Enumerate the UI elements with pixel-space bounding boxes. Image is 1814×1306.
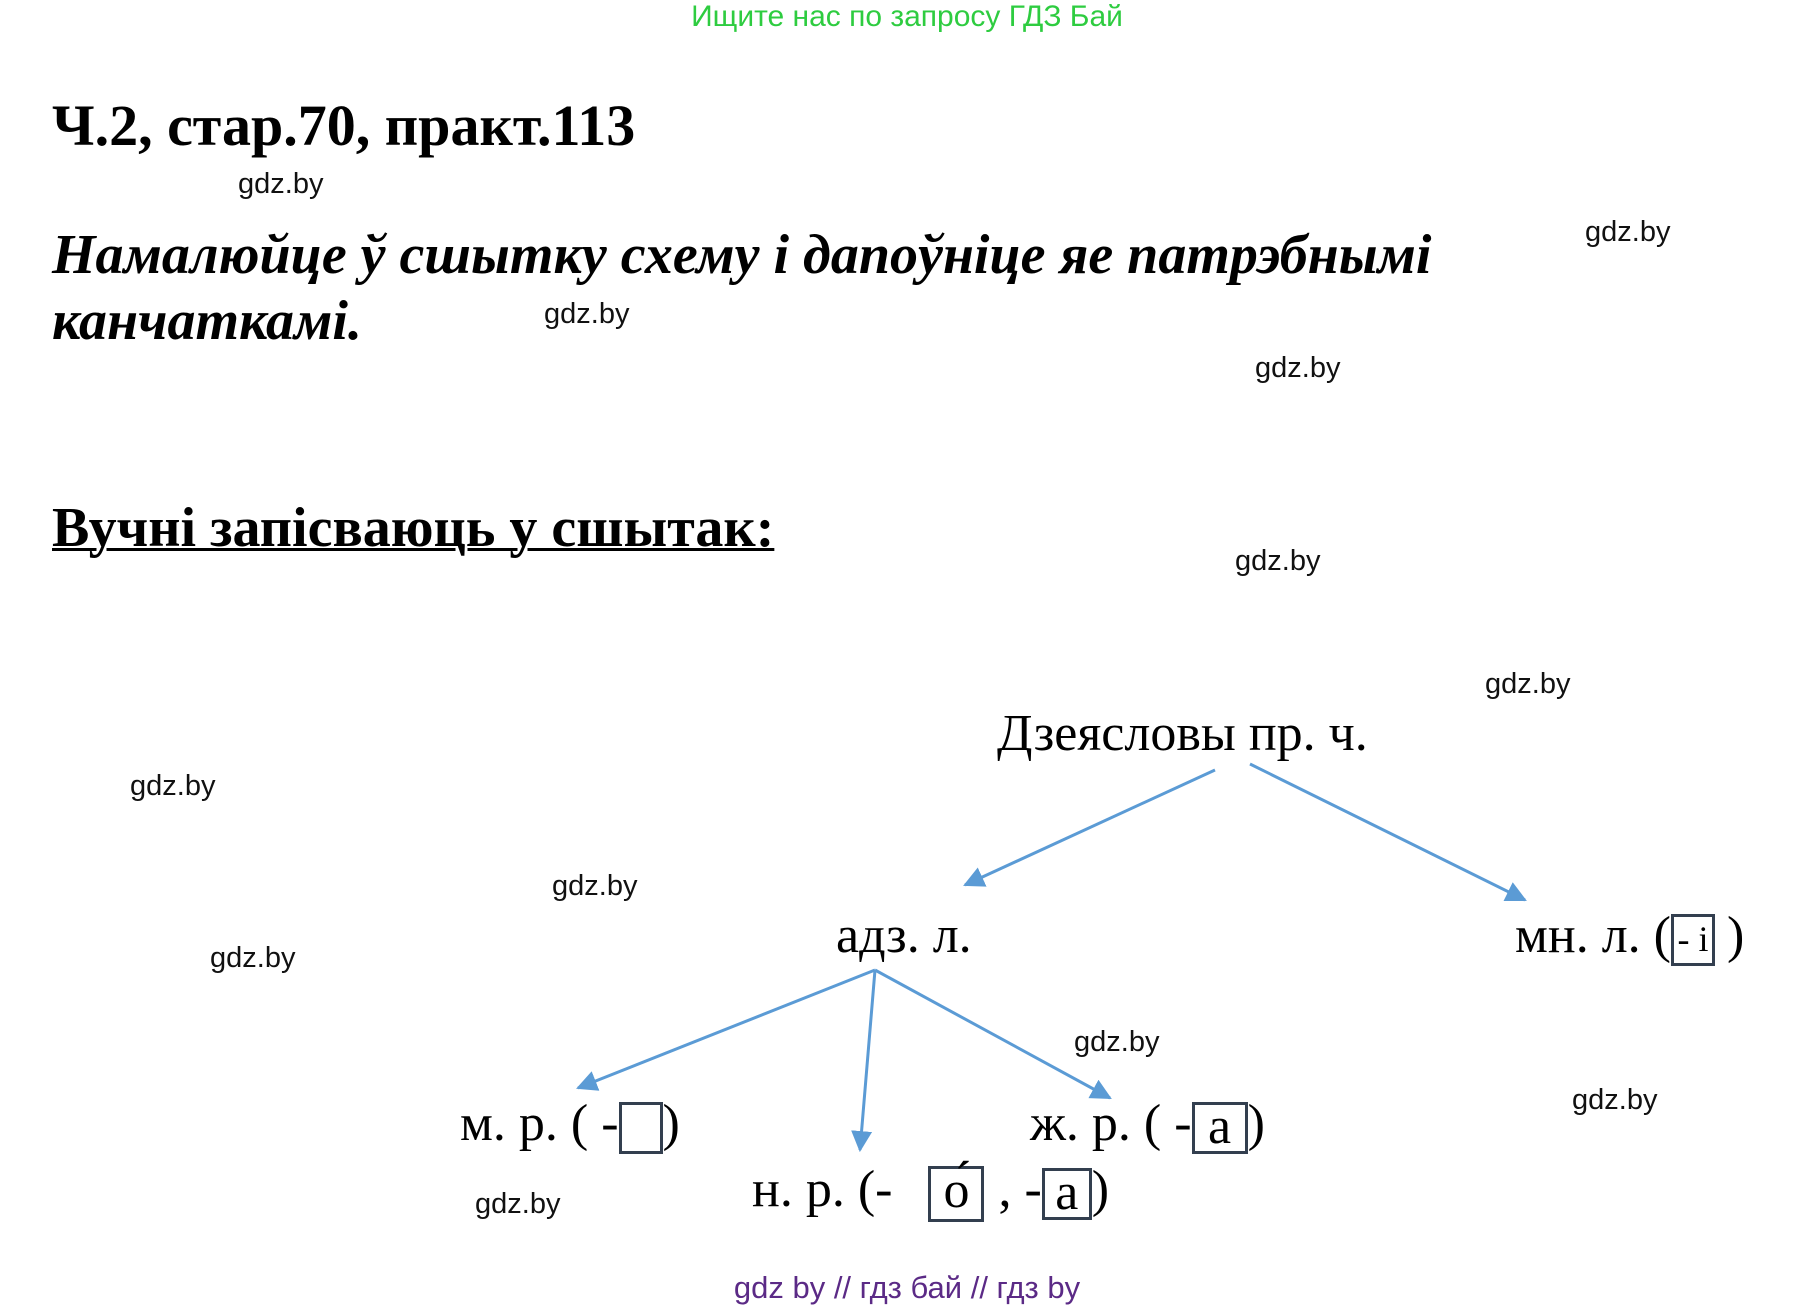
arrow-root-to-singular <box>965 770 1215 885</box>
masculine-ending-box <box>619 1102 663 1154</box>
watermark: gdz.by <box>544 298 630 330</box>
watermark: gdz.by <box>1255 352 1341 384</box>
arrow-singular-to-masculine <box>578 970 875 1088</box>
watermark: gdz.by <box>475 1188 561 1220</box>
feminine-label: ж. р. ( - <box>1030 1095 1192 1152</box>
neuter-close: ) <box>1091 1161 1110 1218</box>
feminine-ending-box: а <box>1192 1102 1248 1154</box>
watermark: gdz.by <box>130 770 216 802</box>
feminine-node <box>1030 1094 1265 1154</box>
arrow-singular-to-neuter <box>860 970 875 1150</box>
arrow-root-to-plural <box>1250 764 1525 900</box>
task-text: Намалюйце ў сшытку схему і дапоўніце яе патрэбнымі канчаткамі. <box>52 224 1432 352</box>
watermark: gdz.by <box>238 168 324 200</box>
feminine-close: ) <box>1247 1095 1265 1152</box>
neuter-ending1-box: о́ <box>928 1166 984 1222</box>
arrow-singular-to-feminine <box>875 970 1110 1098</box>
watermark: gdz.by <box>1572 1084 1658 1116</box>
footer-links: gdz by // гдз бай // гдз by <box>733 1270 1081 1305</box>
masculine-close: ) <box>662 1095 680 1152</box>
watermark: gdz.by <box>1074 1026 1160 1058</box>
watermark: gdz.by <box>1235 545 1321 577</box>
watermark: gdz.by <box>1485 668 1571 700</box>
promo-banner: Ищите нас по запросу ГДЗ Бай <box>691 0 1123 33</box>
masculine-node <box>460 1094 680 1154</box>
neuter-label: н. р. (- <box>752 1161 893 1218</box>
plural-ending-box: - і <box>1671 914 1715 966</box>
plural-node <box>1515 906 1744 966</box>
watermark: gdz.by <box>210 942 296 974</box>
root-node: Дзеясловы пр. ч. <box>997 705 1368 762</box>
plural-label: мн. л. ( <box>1515 907 1671 964</box>
page-title: Ч.2, стар.70, практ.113 <box>52 93 636 158</box>
subheading: Вучні запісваюць у сшытак: <box>52 497 775 559</box>
watermark: gdz.by <box>552 870 638 902</box>
neuter-separator: , - <box>998 1161 1042 1218</box>
watermark: gdz.by <box>1585 216 1671 248</box>
masculine-label: м. р. ( - <box>460 1095 619 1152</box>
neuter-ending2-box: а <box>1042 1168 1092 1220</box>
singular-node: адз. л. <box>836 907 972 964</box>
plural-close: ) <box>1727 907 1745 964</box>
neuter-node <box>752 1160 1109 1222</box>
